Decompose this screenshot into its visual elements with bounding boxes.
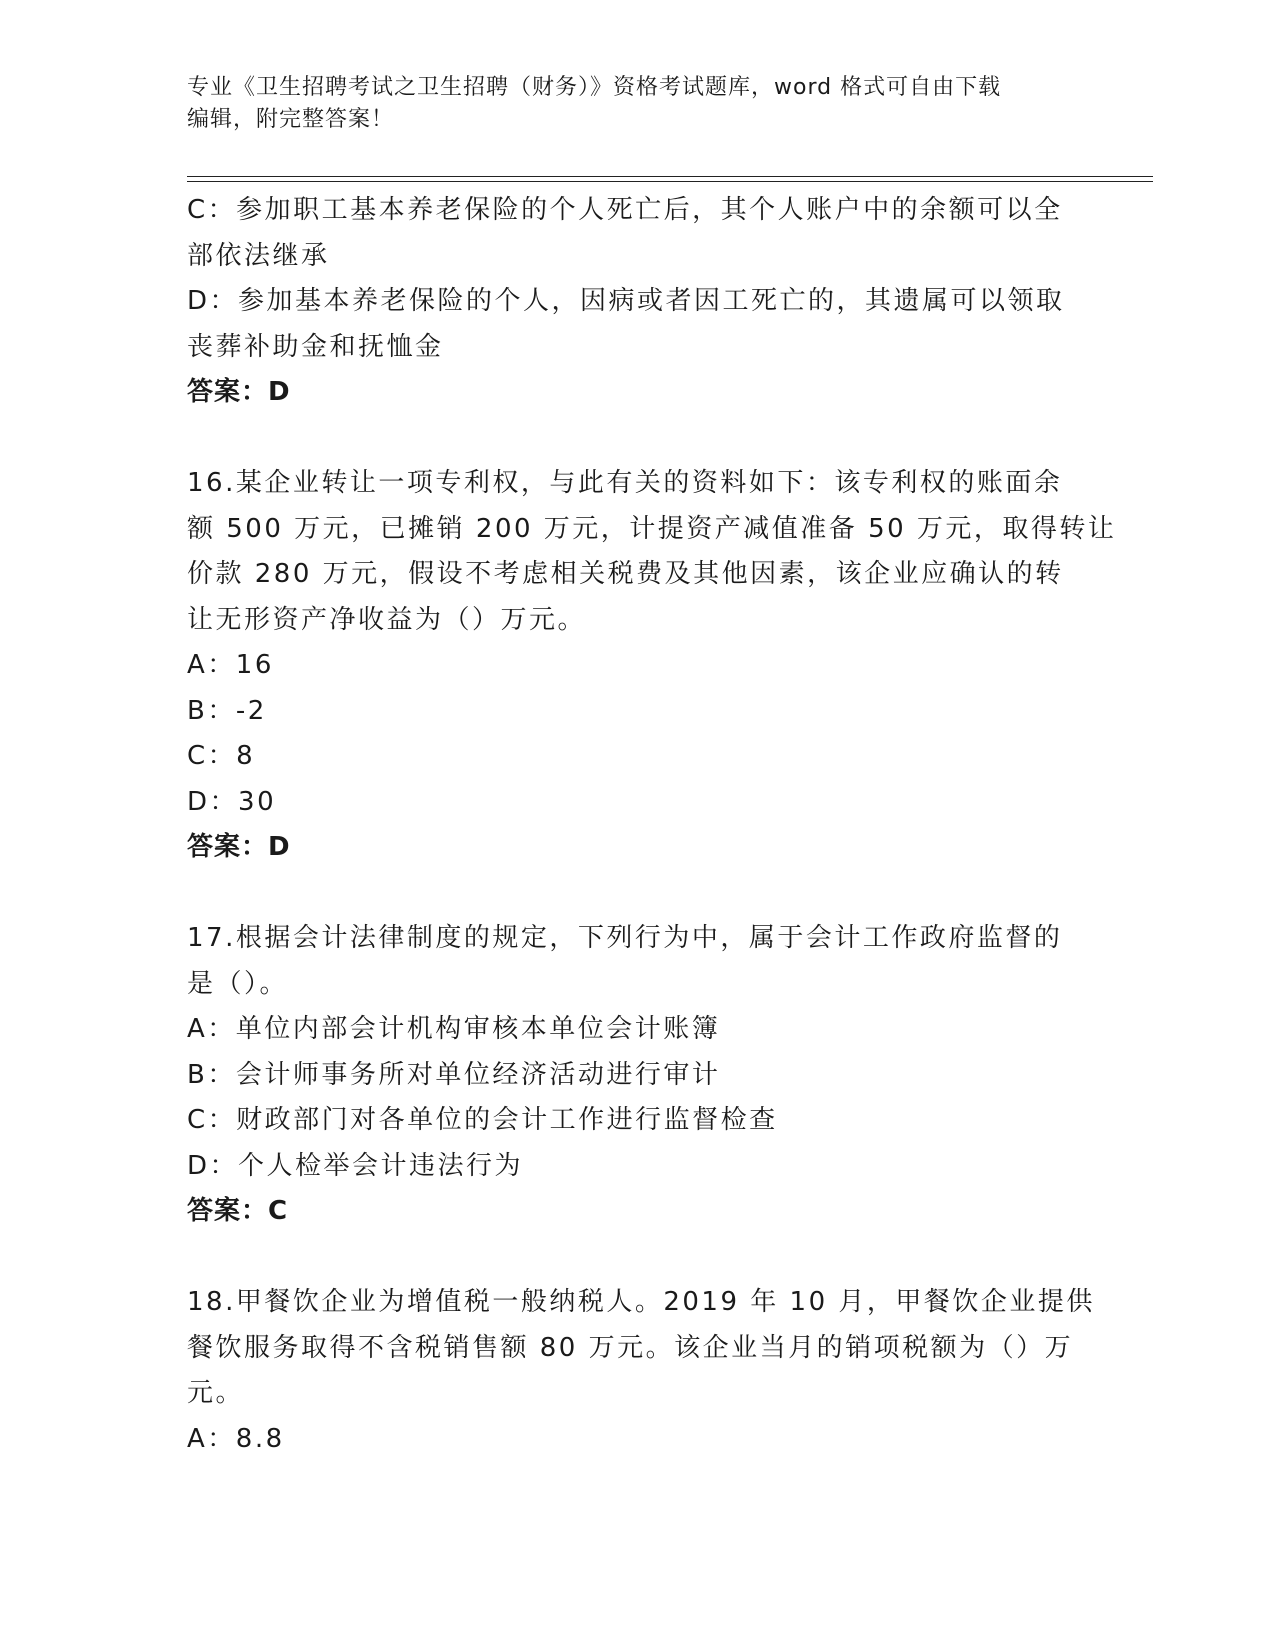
option-c-line-2: 部依法继承 [187, 240, 330, 271]
question-stem-line-2: 是（）。 [187, 968, 289, 999]
option-a: A：16 [187, 650, 274, 680]
question-stem-line-3: 元。 [187, 1378, 245, 1408]
option-d: D：个人检举会计违法行为 [187, 1150, 524, 1181]
option-d-line-2: 丧葬补助金和抚恤金 [187, 331, 444, 362]
question-15-tail [187, 188, 1087, 416]
option-c: C：财政部门对各单位的会计工作进行监督检查 [187, 1105, 778, 1135]
question-16 [187, 461, 1117, 871]
option-d: D：30 [187, 786, 277, 817]
question-17 [187, 916, 1087, 1235]
answer: 答案：D [187, 377, 291, 407]
option-c-line-1: C：参加职工基本养老保险的个人死亡后，其个人账户中的余额可以全 [187, 195, 1063, 225]
option-d-line-1: D：参加基本养老保险的个人，因病或者因工死亡的，其遗属可以领取 [187, 286, 1065, 316]
spacer [187, 1235, 1087, 1281]
spacer [187, 416, 1087, 462]
question-stem-line-1: 18.甲餐饮企业为增值税一般纳税人。2019 年 10 月，甲餐饮企业提供 [187, 1287, 1095, 1317]
option-c: C：8 [187, 741, 256, 771]
option-a: A：单位内部会计机构审核本单位会计账簿 [187, 1014, 721, 1044]
question-stem-line-1: 16.某企业转让一项专利权，与此有关的资料如下：该专利权的账面余 [187, 468, 1063, 498]
header-line-1: 专业《卫生招聘考试之卫生招聘（财务）》资格考试题库，word 格式可自由下载 [187, 75, 1002, 100]
question-stem-line-1: 17.根据会计法律制度的规定，下列行为中，属于会计工作政府监督的 [187, 923, 1063, 953]
header-divider [187, 176, 1153, 182]
question-stem-line-4: 让无形资产净收益为（）万元。 [187, 604, 587, 635]
question-stem-line-3: 价款 280 万元，假设不考虑相关税费及其他因素，该企业应确认的转 [187, 559, 1064, 589]
question-18 [187, 1280, 1095, 1462]
question-content [187, 188, 1117, 1462]
answer: 答案：C [187, 1196, 289, 1226]
document-header [187, 72, 1087, 136]
question-stem-line-2: 额 500 万元，已摊销 200 万元，计提资产减值准备 50 万元，取得转让 [187, 513, 1117, 544]
spacer [187, 871, 1087, 917]
option-b: B：-2 [187, 695, 267, 726]
header-line-2: 编辑，附完整答案！ [187, 107, 395, 132]
question-stem-line-2: 餐饮服务取得不含税销售额 80 万元。该企业当月的销项税额为（）万 [187, 1332, 1074, 1363]
option-a: A：8.8 [187, 1423, 285, 1454]
option-b: B：会计师事务所对单位经济活动进行审计 [187, 1059, 721, 1090]
answer: 答案：D [187, 832, 291, 862]
